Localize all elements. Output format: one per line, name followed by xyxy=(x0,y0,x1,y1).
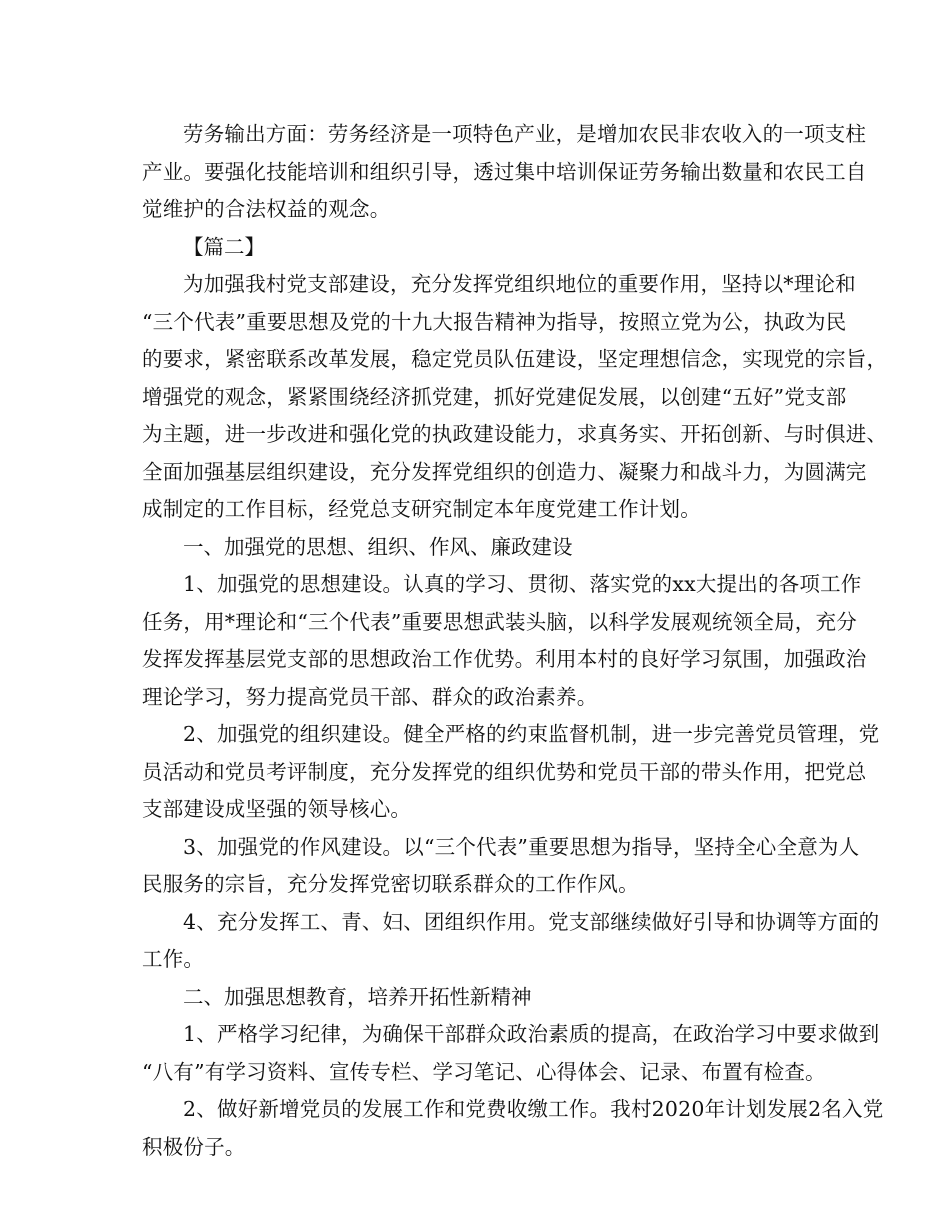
text-line: 民服务的宗旨，充分发挥党密切联系群众的工作作风。 xyxy=(142,872,639,896)
text-line: “三个代表”重要思想及党的十九大报告精神为指导，按照立党为公，执政为民 xyxy=(142,309,847,334)
heading-text: 一、加强党的思想、组织、作风、廉政建设 xyxy=(183,534,573,559)
text-line: 增强党的观念，紧紧围绕经济抓党建，抓好党建促发展，以创建“五好”党支部 xyxy=(142,384,847,409)
paragraph-item-2-1 xyxy=(142,1016,880,1091)
paragraph-item-2-2 xyxy=(142,1091,884,1166)
text-line: 劳务输出方面：劳务经济是一项特色产业，是增加农民非农收入的一项支柱 xyxy=(183,122,867,146)
text-line: 积极份子。 xyxy=(142,1134,246,1159)
paragraph-item-1-3 xyxy=(142,829,860,904)
text-line: 产业。要强化技能培训和组织引导，透过集中培训保证劳务输出数量和农民工自 xyxy=(142,159,867,184)
heading-one xyxy=(142,529,810,567)
text-line: 工作。 xyxy=(142,947,205,971)
heading-text: 二、加强思想教育，培养开拓性新精神 xyxy=(183,984,532,1009)
text-line: 4、充分发挥工、青、妇、团组织作用。党支部继续做好引导和协调等方面的 xyxy=(183,909,880,934)
heading-two xyxy=(142,979,810,1017)
text-line: 的要求，紧密联系改革发展，稳定党员队伍建设，坚定理想信念，实现党的宗旨， xyxy=(142,347,888,371)
text-line: 为主题，进一步改进和强化党的执政建设能力，求真务实、开拓创新、与时俱进、 xyxy=(142,422,888,446)
text-line: 成制定的工作目标，经党总支研究制定本年度党建工作计划。 xyxy=(142,497,701,521)
text-line: 任务，用*理论和“三个代表”重要思想武装头脑，以科学发展观统领全局，充分 xyxy=(142,609,857,634)
text-line: 2、加强党的组织建设。健全严格的约束监督机制，进一步完善党员管理，党 xyxy=(183,722,880,746)
text-line: 全面加强基层组织建设，充分发挥党组织的创造力、凝聚力和战斗力，为圆满完 xyxy=(142,459,867,484)
paragraph-item-1-4 xyxy=(142,904,880,979)
text-line: “八有”有学习资料、宣传专栏、学习笔记、心得体会、记录、布置有检查。 xyxy=(142,1059,826,1084)
text-line: 1、加强党的思想建设。认真的学习、贯彻、落实党的xx大提出的各项工作 xyxy=(183,572,862,596)
document-page xyxy=(142,116,888,1166)
text-line: 发挥发挥基层党支部的思想政治工作优势。利用本村的良好学习氛围，加强政治 xyxy=(142,647,867,671)
section-title-text: 【篇二】 xyxy=(183,234,265,259)
paragraph-labor-export xyxy=(142,116,867,229)
text-line: 1、严格学习纪律，为确保干部群众政治素质的提高，在政治学习中要求做到 xyxy=(183,1022,880,1046)
text-line: 2、做好新增党员的发展工作和党费收缴工作。我村2020年计划发展2名入党 xyxy=(183,1097,884,1121)
text-line: 支部建设成坚强的领导核心。 xyxy=(142,797,412,821)
text-line: 理论学习，努力提高党员干部、群众的政治素养。 xyxy=(142,684,598,709)
section-two-title xyxy=(142,229,810,267)
text-line: 为加强我村党支部建设，充分发挥党组织地位的重要作用，坚持以*理论和 xyxy=(183,272,856,296)
paragraph-intro xyxy=(142,266,888,529)
text-line: 3、加强党的作风建设。以“三个代表”重要思想为指导，坚持全心全意为人 xyxy=(183,834,860,859)
text-line: 员活动和党员考评制度，充分发挥党的组织优势和党员干部的带头作用，把党总 xyxy=(142,759,867,784)
paragraph-item-1-1 xyxy=(142,566,867,716)
text-line: 觉维护的合法权益的观念。 xyxy=(142,197,391,221)
paragraph-item-1-2 xyxy=(142,716,880,829)
